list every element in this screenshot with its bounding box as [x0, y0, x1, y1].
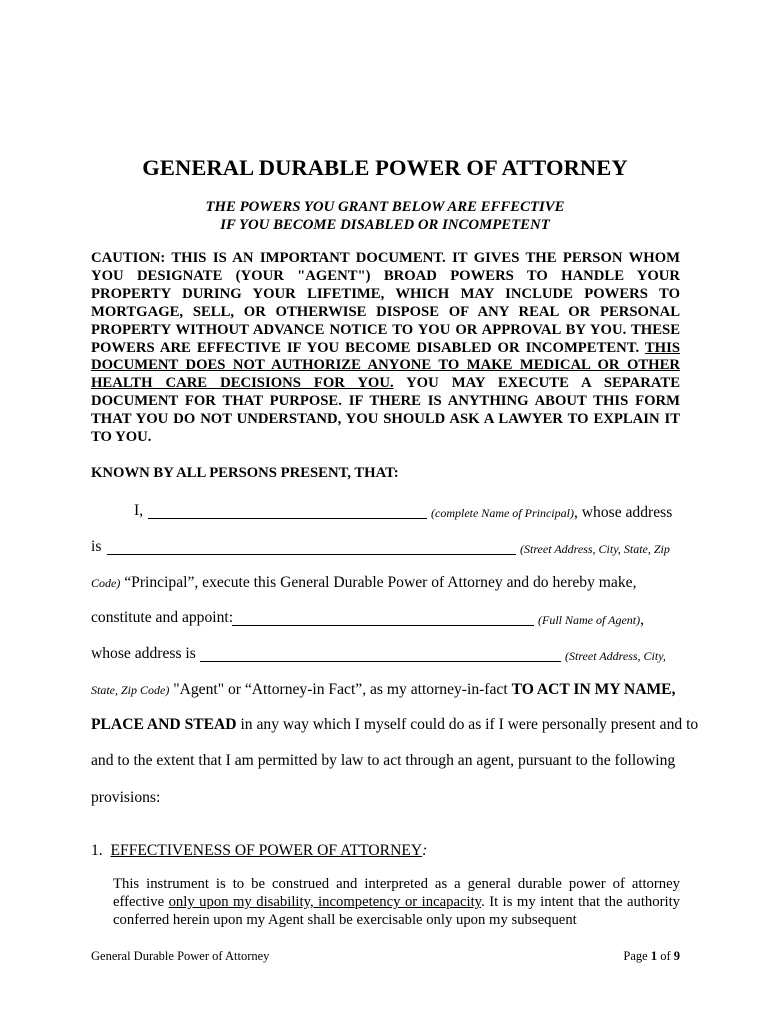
known-by-heading: KNOWN BY ALL PERSONS PRESENT, THAT:: [91, 465, 399, 481]
agent-address-hint: (Street Address, City,: [565, 649, 666, 663]
agent-statement: State, Zip Code) "Agent" or “Attorney-in Fact”, as my attorney-in-fact TO ACT IN MY NAME,: [91, 681, 676, 698]
caution-text-before: CAUTION: THIS IS AN IMPORTANT DOCUMENT. IT GIVES THE PERSON WHOM YOU DESIGNATE (YOUR "AGENT") BROAD POWERS TO HANDLE YOUR PROPERTY DURING YOUR LIFETIME, WHICH MAY INCLUDE POWERS TO MORTGAGE, SELL, OR OTHERWISE DISPOSE OF ANY REAL OR PERSONAL PROPERTY WITHOUT ADVANCE NOTICE TO YOU OR APPROVAL BY YOU. THESE POWERS ARE EFFECTIVE IF YOU BECOME DISABLED OR INCOMPETENT.: [91, 250, 680, 356]
subtitle-line-2: IF YOU BECOME DISABLED OR INCOMPETENT: [220, 217, 550, 233]
document-title: GENERAL DURABLE POWER OF ATTORNEY: [142, 155, 628, 180]
principal-statement: Code) “Principal”, execute this General Durable Power of Attorney and do hereby make,: [91, 574, 637, 591]
principal-name-field[interactable]: [148, 518, 427, 519]
agent-name-hint: (Full Name of Agent),: [538, 611, 644, 628]
constitute-label: constitute and appoint:: [91, 609, 234, 626]
caution-paragraph: [91, 250, 680, 447]
is-label: is: [91, 538, 102, 555]
subtitle-line-1: THE POWERS YOU GRANT BELOW ARE EFFECTIVE: [205, 199, 565, 215]
provisions-line: provisions:: [91, 789, 161, 806]
footer-page-number: Page 1 of 9: [623, 949, 680, 963]
caution-underlined-text: THIS DOCUMENT DOES NOT AUTHORIZE ANYONE TO MAKE MEDICAL OR OTHER HEALTH CARE DECISIONS FOR YOU.: [91, 339, 680, 392]
section-1-paragraph: This instrument is to be construed and interpreted as a general durable power of attorney effective only upon my disability, incompetency or incapacity. It is my intent that the authority conferred herein upon my Agent shall be exercisable only upon my subsequent: [113, 876, 681, 928]
caution-text-after: YOU MAY EXECUTE A SEPARATE DOCUMENT FOR THAT PURPOSE. IF THERE IS ANYTHING ABOUT THIS FORM THAT YOU DO NOT UNDERSTAND, YOU SHOULD ASK A LAWYER TO EXPLAIN IT TO YOU.: [91, 375, 680, 446]
place-and-stead-line: PLACE AND STEAD in any way which I myself could do as if I were personally present and to: [91, 716, 699, 733]
extent-line: and to the extent that I am permitted by law to act through an agent, pursuant to the following: [91, 752, 676, 769]
whose-address-label: whose address is: [91, 645, 196, 662]
principal-address-field[interactable]: [107, 554, 516, 555]
i-label: I,: [134, 502, 144, 519]
principal-address-hint: (Street Address, City, State, Zip: [520, 542, 670, 556]
principal-name-hint: (complete Name of Principal), whose address: [431, 504, 673, 521]
agent-address-field[interactable]: [200, 661, 561, 662]
section-1-heading: 1. EFFECTIVENESS OF POWER OF ATTORNEY:: [91, 842, 428, 859]
agent-name-field[interactable]: [232, 625, 534, 626]
footer-document-name: General Durable Power of Attorney: [91, 949, 270, 963]
